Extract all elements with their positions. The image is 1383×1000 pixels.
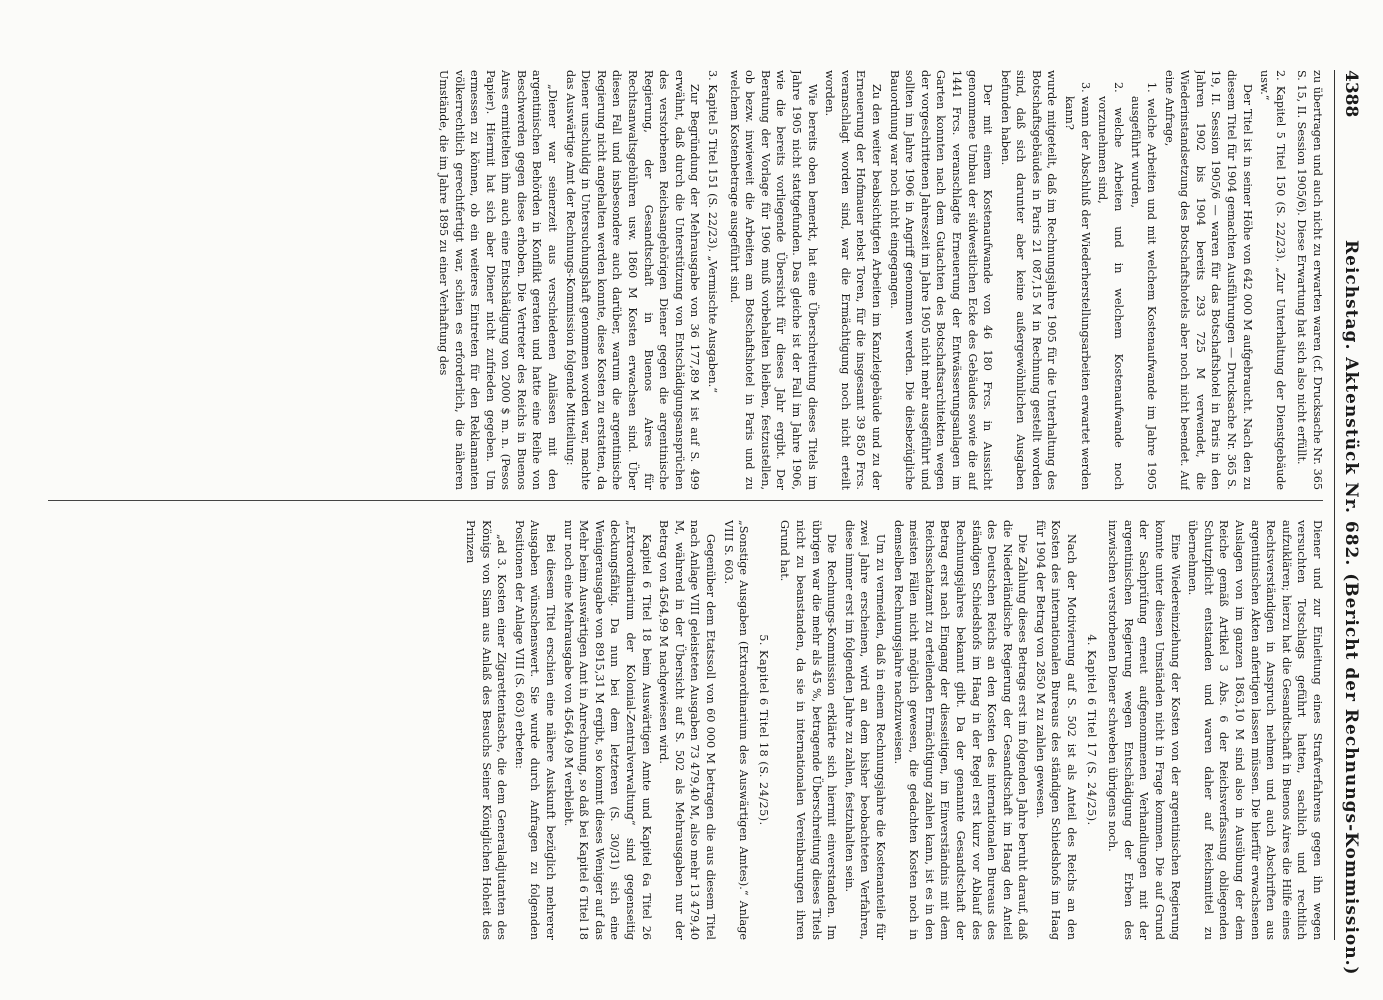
paragraph: „Sonstige Ausgaben (Extraordinarium des Auswärtigen Amtes).“ Anlage VIII S. 603. [721, 520, 751, 940]
paragraph: Bei diesem Titel erschien eine nähere Auskunft bezüglich mehrerer Ausgaben wünschenswert. Sie wurde durch Anfragen zu folgenden Positionen der Anlage VIII (S. 603) erbeten: [512, 520, 558, 940]
paragraph: „ad 3. Kosten einer Zigarettentasche, die dem Generaladjutanten des Königs von Siam aus Anlaß des Besuchs Seiner Königlichen Hoheit des Prinzen [464, 520, 509, 940]
paragraph: „Diener war seinerzeit aus verschiedenen Anlässen mit den argentinischen Behörden in Konflikt geraten und hatte eine Reihe von Beschwerden gegen diese erhoben. Die Vertreter des Reichs in Buenos Aires ermittelten ihm auch eine Entschädigung von 2000 $ m. n. (Pesos Papier). Hiermit hat sich aber Diener nicht zufrieden gegeben. Um ermessen zu können, ob ein weiteres Eintreten für den Reklamanten völkerrechtlich gerechtfertigt war, schien es erforderlich, die näheren Umstände, die im Jahre 1895 zu einer Verhaftung des [436, 70, 560, 490]
right-column [35, 520, 1325, 940]
section-heading: 4. Kapitel 6 Titel 17 (S. 24/25). [1084, 634, 1098, 826]
paragraph: zu übertragen und auch nicht zu erwarten waren (cf. Drucksache Nr. 365 S. 15, II. Session 1905/6). Diese Erwartung hat sich also nicht erfüllt. [1295, 70, 1324, 490]
section-heading: 5. Kapitel 6 Titel 18 (S. 24/25). [756, 634, 770, 826]
paragraph: Zu den weiter beabsichtigten Arbeiten im Kanzleigebäude und zu der Erneuerung der Hofmauer nebst Toren, für die insgesamt 39 850 Frcs. veranschlagt worden sind, war die Ermächtigung noch nicht erteilt worden. [823, 70, 883, 490]
list-item: 2. welche Arbeiten und in welchem Kostenaufwande noch vorzunehmen sind, [1096, 82, 1125, 490]
paragraph: Nach der Motivierung auf S. 502 ist als Anteil des Reichs an den Kosten des internationalen Bureaus des ständigen Schiedshofs im Haag für 1904 der Betrag von 2850 M zu zahlen gewesen. [1033, 520, 1079, 940]
paragraph: Die Rechnungs-Kommission erklärte sich hiermit einverstanden. Im übrigen war die mehr als 45 %, betragende Überschreitung dieses Titels nicht zu beanstanden, da sie in internationalen Vereinbarungen ihren Grund hat. [778, 520, 839, 940]
paragraph: wurde mitgeteilt, daß im Rechnungsjahre 1905 für die Unterhaltung des Botschaftsgebäudes in Paris 21 087,15 M in Rechnung gestellt worden sind, daß sich darunter aber keine außergewöhnlichen Ausgaben befunden haben. [998, 70, 1059, 490]
paragraph: Kapitel 6 Titel 18 beim Auswärtigen Amte und Kapitel 6a Titel 26 „Extraordinarium der Kolonial-Zentralverwaltung“ sind gegenseitig deckungsfähig. Da nun bei dem letzteren (S. 30/31) sich eine Wenigerausgabe von 8915,31 M ergibt, so kommt dieses Weniger auf das Mehr beim Auswärtigen Amt in Anrechnung, so daß bei Kapitel 6 Titel 18 nur noch eine Mehrausgabe von 4564,09 M verbleibt. [561, 520, 653, 940]
paragraph: Gegenüber dem Etatssoll von 60 000 M betragen die aus diesem Titel nach Anlage VIII geleisteten Ausgaben 73 479,40 M, also mehr 13 479,40 M, während in der Übersicht auf S. 502 als Mehrausgaben nur der Betrag von 4564,99 M nachgewiesen wird. [657, 520, 718, 940]
running-title: Reichstag. Aktenstück Nr. 682. (Bericht der Rechnungs-Kommission.) [1341, 240, 1361, 976]
paragraph: Der mit einem Kostenaufwande von 46 180 Frcs. in Aussicht genommene Umbau der südwestlichen Ecke des Gebäudes sowie die auf 1441 Frcs. veranschlagte Erneuerung der Entwässerungsanlagen im Garten konnten nach dem Gutachten des Botschaftsarchitekten wegen der vorgeschrittenen Jahreszeit im Jahre 1905 nicht mehr ausgeführt und sollten im Jahre 1906 in Angriff genommen werden. Die diesbezügliche Bauordnung war noch nicht eingegangen. [887, 70, 995, 490]
paragraph: Eine Wiedereinziehung der Kosten von der argentinischen Regierung konnte unter diesen Umständen nicht in Frage kommen. Die auf Grund der Sachprüfung erneut aufgenommenen Verhandlungen mit der argentinischen Regierung wegen Entschädigung der Erben des inzwischen verstorbenen Diener schweben übrigens noch. [1106, 520, 1182, 940]
left-column [35, 70, 1325, 490]
column-divider [48, 500, 1323, 501]
list-item: 1. welche Arbeiten und mit welchem Kostenaufwande im Jahre 1905 ausgeführt wurden, [1129, 82, 1159, 490]
paragraph: Die Zahlung dieses Betrags erst im folgenden Jahre beruht darauf, daß die Niederländische Regierung der Gesandtschaft im Haag den Anteil des Deutschen Reichs an den Kosten des internationalen Bureaus des ständigen Schiedshofs im Haag in der Regel erst kurz vor Ablauf des Rechnungsjahres bekannt gibt. Da der genannte Gesandtschaft der Betrag erst nach Eingang der diesseitigen, im Einverständnis mit dem Reichsschatzamt zu erteilenden Ermächtigung zahlen kann, ist es in den meisten Fällen nicht möglich gewesen, die gedachten Kosten noch in demselben Rechnungsjahre nachzuweisen. [891, 520, 1030, 940]
page-number: 4388 [1341, 70, 1361, 118]
paragraph: Um zu vermeiden, daß in einem Rechnungsjahre die Kostenanteile für zwei Jahre erscheinen, wird an dem bisher beobachteten Verfahren, diese immer erst im folgenden Jahre zu zahlen, festzuhalten sein. [842, 520, 887, 940]
paragraph: Zur Begründung der Mehrausgabe von 36 177,89 M ist auf S. 499 erwähnt, daß durch die Unterstützung von Entschädigungsansprüchen des verstorbenen Reichsangehörigen Diener gegen die argentinische Regierung, der Gesandtschaft in Buenos Aires für Rechtsanwaltsgebühren usw. 1860 M Kosten erwachsen sind. Über diesen Fall und insbesondere auch darüber, warum die argentinische Regierung nicht angehalten werden konnte, diese Kosten zu erstatten, da Diener unschuldig in Untersuchungshaft genommen worden war, machte das Auswärtige Amt der Rechnungs-Kommission folgende Mitteilung: [563, 70, 702, 490]
paragraph: Wie bereits oben bemerkt, hat eine Überschreitung dieses Titels im Jahre 1905 nicht stattgefunden. Das gleiche ist der Fall im Jahre 1906, wie die bereits vorliegende Übersicht für dieses Jahr ergibt. Der Beratung der Vorlage für 1906 muß vorbehalten bleiben, festzustellen, ob bezw. inwieweit die Arbeiten am Botschaftshotel in Paris und zu welchem Kostenbetrage ausgeführt sind. [727, 70, 819, 490]
paragraph: Diener und zur Einleitung eines Strafverfahrens gegen ihn wegen versuchten Totschlags geführt hatten, sachlich und rechtlich aufzuklären; hierzu hat die Gesandtschaft in Buenos Aires die Hilfe eines Rechtsverständigen in Anspruch nehmen und auch Abschriften aus argentinischen Akten anfertigen lassen müssen. Die hierfür erwachsenen Auslagen von im ganzen 1863,10 M sind also in Ausübung der dem Reiche gemäß Artikel 3 Abs. 6 der Reichsverfassung obliegenden Schutzpflicht entstanden und waren daher auf Reichsmittel zu übernehmen. [1186, 520, 1324, 940]
paragraph: Der Titel ist in seiner Höhe von 642 000 M aufgebraucht. Nach den zu diesem Titel für 1904 gemachten Ausführungen — Drucksache Nr. 365 S. 19, II. Session 1905/6 — waren für das Botschaftshotel in Paris in den Jahren 1902 bis 1904 bereits 293 725 M verwendet, die Wiederinstandsetzung des Botschaftshotels aber noch nicht beendet. Auf eine Anfrage, [1162, 70, 1254, 490]
page-header [1334, 70, 1365, 976]
section-heading: 2. Kapitel 5 Titel 150 (S. 22/23). „Zur Unterhaltung der Dienstgebäude usw.“ [1258, 70, 1287, 490]
list-item: 3. wann der Abschluß der Wiederherstellungsarbeiten erwartet werden kann? [1063, 82, 1092, 490]
section-heading: 3. Kapitel 5 Titel 151 (S. 22/23). „Vermischte Ausgaben.“ [706, 70, 720, 393]
